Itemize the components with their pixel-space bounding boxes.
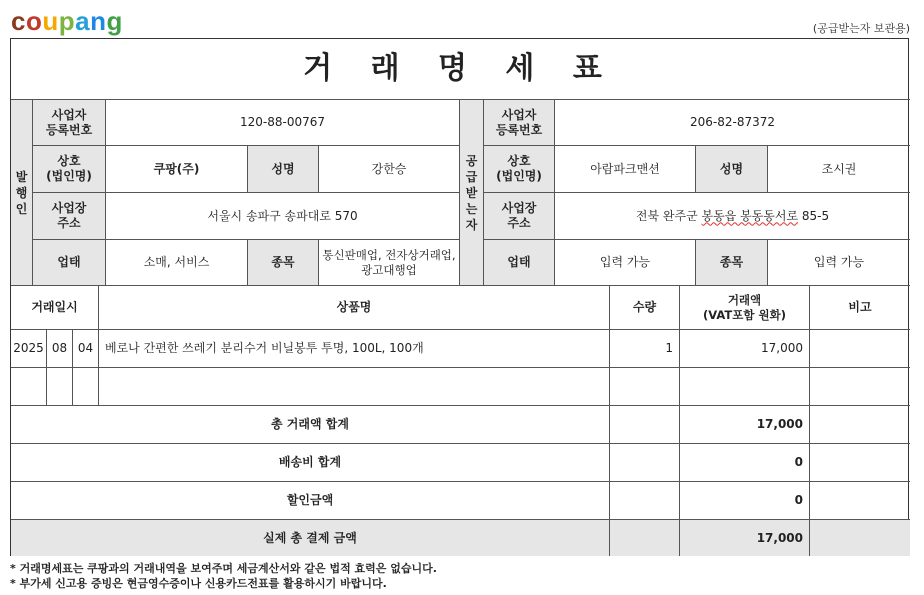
header-qty: 수량	[610, 286, 680, 330]
row1-year: 2025	[11, 330, 47, 368]
row2-note	[810, 368, 910, 406]
row2-qty	[610, 368, 680, 406]
issuer-reg-no-label: 사업자 등록번호	[33, 99, 106, 146]
receiver-company: 아람파크맨션	[555, 146, 696, 193]
document-title: 거 래 명 세 표	[303, 51, 616, 86]
issuer-business-label: 업태	[33, 240, 106, 286]
header-note: 비고	[810, 286, 910, 330]
receiver-address-label: 사업장 주소	[484, 193, 555, 240]
issuer-name: 강한승	[319, 146, 460, 193]
receiver-address-marked: 봉동읍 봉동동서로	[701, 208, 799, 223]
issuer-reg-no: 120-88-00767	[106, 99, 460, 146]
logo-letter: p	[58, 6, 76, 36]
copy-note: (공급받는자 보관용)	[812, 22, 910, 35]
final-qty	[610, 520, 680, 556]
row2-amount	[680, 368, 810, 406]
receiver-reg-no: 206-82-87372	[555, 99, 910, 146]
total-value: 17,000	[680, 406, 810, 444]
receiver-company-label: 상호 (법인명)	[484, 146, 555, 193]
row1-note	[810, 330, 910, 368]
issuer-company-label: 상호 (법인명)	[33, 146, 106, 193]
shipping-note	[810, 444, 910, 482]
logo-letter: u	[42, 6, 59, 36]
issuer-item: 통신판매업, 전자상거래업, 광고대행업	[319, 240, 460, 286]
final-note	[810, 520, 910, 556]
logo-letter: o	[25, 6, 43, 36]
final-value: 17,000	[680, 520, 810, 556]
row2-year	[11, 368, 47, 406]
logo-letter: n	[90, 6, 107, 36]
footnote-1: * 거래명세표는 쿠팡과의 거래내역을 보여주며 세금계산서와 같은 법적 효력은 없습니다.	[10, 562, 437, 575]
receiver-business[interactable]: 입력 가능	[555, 240, 696, 286]
receiver-address	[555, 193, 910, 240]
footnote-2: * 부가세 신고용 증빙은 현금영수증이나 신용카드전표를 활용하시기 바랍니다.	[10, 577, 387, 590]
total-qty	[610, 406, 680, 444]
receiver-reg-no-label: 사업자 등록번호	[484, 99, 555, 146]
shipping-label: 배송비 합계	[11, 444, 610, 482]
discount-qty	[610, 482, 680, 520]
section-label-char: 받	[465, 185, 478, 200]
header-amount: 거래액 (VAT포함 원화)	[680, 286, 810, 330]
coupang-logo	[11, 6, 123, 36]
row2-month	[47, 368, 73, 406]
issuer-address-label: 사업장 주소	[33, 193, 106, 240]
shipping-value: 0	[680, 444, 810, 482]
receiver-address-post: 85-5	[798, 208, 830, 223]
row1-amount: 17,000	[680, 330, 810, 368]
issuer-address: 서울시 송파구 송파대로 570	[106, 193, 460, 240]
receiver-section-label	[460, 99, 484, 286]
receiver-name: 조시권	[768, 146, 910, 193]
footnotes	[10, 561, 437, 591]
receiver-item[interactable]: 입력 가능	[768, 240, 910, 286]
receiver-address-pre: 전북 완주군	[635, 208, 702, 223]
logo-letter: g	[106, 6, 123, 36]
row1-qty: 1	[610, 330, 680, 368]
discount-label: 할인금액	[11, 482, 610, 520]
section-label-char: 공	[465, 153, 478, 168]
total-label: 총 거래액 합계	[11, 406, 610, 444]
final-label: 실제 총 결제 금액	[11, 520, 610, 556]
header-product: 상품명	[99, 286, 610, 330]
receiver-name-label: 성명	[696, 146, 768, 193]
row2-product	[99, 368, 610, 406]
receiver-business-label: 업태	[484, 240, 555, 286]
section-label-char: 자	[465, 217, 478, 232]
issuer-item-label: 종목	[248, 240, 319, 286]
row1-day: 04	[73, 330, 99, 368]
row1-month: 08	[47, 330, 73, 368]
receiver-item-label: 종목	[696, 240, 768, 286]
logo-letter: a	[75, 6, 91, 36]
issuer-name-label: 성명	[248, 146, 319, 193]
statement-sheet	[10, 38, 909, 556]
issuer-business: 소매, 서비스	[106, 240, 248, 286]
shipping-qty	[610, 444, 680, 482]
total-note	[810, 406, 910, 444]
discount-note	[810, 482, 910, 520]
logo-letter: c	[11, 6, 26, 36]
issuer-company: 쿠팡(주)	[106, 146, 248, 193]
section-label-char: 인	[15, 201, 28, 216]
row2-day	[73, 368, 99, 406]
section-label-char: 행	[15, 185, 28, 200]
section-label-char: 급	[465, 169, 478, 184]
section-label-char: 는	[465, 201, 478, 216]
header-date: 거래일시	[11, 286, 99, 330]
row1-product: 베로나 간편한 쓰레기 분리수거 비닐봉투 투명, 100L, 100개	[99, 330, 610, 368]
issuer-section-label	[11, 99, 33, 286]
section-label-char: 발	[15, 169, 28, 184]
discount-value: 0	[680, 482, 810, 520]
